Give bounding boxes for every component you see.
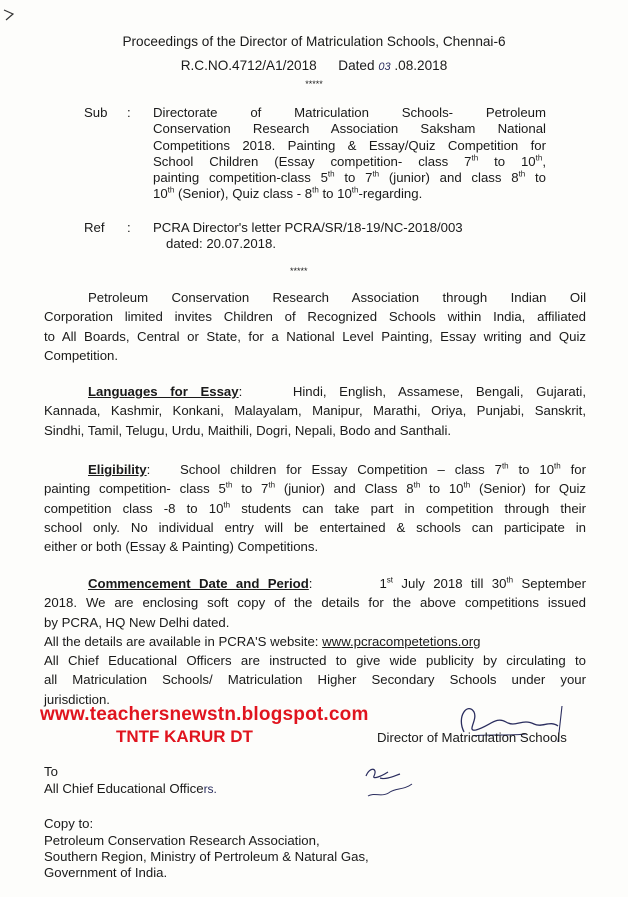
eligibility-line-3: competition class -8 to 10th students can take part in competition through their xyxy=(44,500,586,516)
copy-to-line-1: Petroleum Conservation Research Association, xyxy=(44,833,320,848)
languages-paragraph xyxy=(44,382,586,440)
dated-label: Dated xyxy=(338,58,375,73)
intro-paragraph xyxy=(44,288,586,365)
subject-text xyxy=(153,105,546,203)
recipient-handwritten-suffix: rs. xyxy=(203,782,217,796)
eligibility-heading: Eligibility xyxy=(88,462,147,477)
corner-mark-icon xyxy=(3,8,15,22)
languages-line-1: Languages for Essay: Hindi, English, Assamese, Bengali, Gujarati, xyxy=(88,384,587,399)
ref-colon: : xyxy=(127,220,131,235)
commencement-heading: Commencement Date and Period xyxy=(88,576,309,591)
dated-handwritten-day: 03 xyxy=(378,61,391,73)
sub-colon: : xyxy=(127,105,131,120)
reference-line xyxy=(0,58,628,73)
intro-line-1: Petroleum Conservation Research Association through Indian Oil xyxy=(88,290,586,305)
rc-number: R.C.NO.4712/A1/2018 xyxy=(180,58,317,73)
subject-line-3: Competitions 2018. Painting & Essay/Quiz Competition for xyxy=(153,137,546,153)
commencement-line-7: jurisdiction. xyxy=(44,691,110,707)
header-separator: ***** xyxy=(305,79,323,89)
languages-line-2: Kannada, Kashmir, Konkani, Malayalam, Manipur, Marathi, Oriya, Punjabi, Sanskrit, xyxy=(44,403,586,419)
commencement-line-3: by PCRA, HQ New Delhi dated. xyxy=(44,614,230,630)
languages-heading: Languages for Essay xyxy=(88,384,239,399)
ref-line-2: dated: 20.07.2018. xyxy=(166,236,276,251)
eligibility-line-4: school only. No individual entry will be entertained & schools can participate in xyxy=(44,519,586,535)
copy-to-label: Copy to: xyxy=(44,816,94,831)
ref-label: Ref xyxy=(84,220,105,235)
commencement-line-4: All the details are available in PCRA'S website: www.pcracompetetions.org xyxy=(44,633,481,649)
watermark-url: www.teachersnewstn.blogspot.com xyxy=(40,704,369,725)
commencement-line-6: all Matriculation Schools/ Matriculation Higher Secondary Schools under your xyxy=(44,672,586,688)
intro-line-3: to All Boards, Central or State, for a National Level Painting, Essay writing and Quiz xyxy=(44,328,586,344)
initials-signature-icon xyxy=(360,762,420,806)
copy-to-line-2: Southern Region, Ministry of Pertroleum & Natural Gas, xyxy=(44,849,369,864)
to-label: To xyxy=(44,764,58,779)
pcra-website-link[interactable]: www.pcracompetetions.org xyxy=(322,633,481,649)
languages-line-3: Sindhi, Tamil, Telugu, Urdu, Maithili, Dogri, Nepali, Bodo and Santhali. xyxy=(44,422,452,438)
subject-line-2: Conservation Research Association Saksham National xyxy=(153,121,546,137)
commencement-line-1: Commencement Date and Period: 1st July 2018 till 30th September xyxy=(88,575,586,591)
dated-month-year: .08.2018 xyxy=(394,58,448,73)
subject-line-1: Directorate of Matriculation Schools- Petroleum xyxy=(153,105,546,120)
sub-label: Sub xyxy=(84,105,108,120)
eligibility-line-5: either or both (Essay & Painting) Competitions. xyxy=(44,539,319,555)
subject-line-4: School Children (Essay competition- class 7th to 10th, xyxy=(153,153,546,169)
copy-to-line-3: Government of India. xyxy=(44,865,168,880)
intro-line-4: Competition. xyxy=(44,347,119,363)
ref-separator: ***** xyxy=(290,266,308,276)
eligibility-line-2: painting competition- class 5th to 7th (junior) and Class 8th to 10th (Senior) for Quiz xyxy=(44,480,586,497)
subject-line-5: painting competition-class 5th to 7th (junior) and class 8th to xyxy=(153,169,547,186)
intro-line-2: Corporation limited invites Children of Recognized Schools within India, affiliated xyxy=(44,309,586,325)
eligibility-paragraph xyxy=(44,460,586,556)
commencement-line-2: 2018. We are enclosing soft copy of the details for the above competitions issued xyxy=(44,595,586,611)
recipient: All Chief Educational Office xyxy=(44,781,204,796)
recipient-line xyxy=(44,781,217,796)
document-title: Proceedings of the Director of Matriculation Schools, Chennai-6 xyxy=(122,34,506,49)
eligibility-line-1: Eligibility: School children for Essay Competition – class 7th to 10th for xyxy=(88,461,586,477)
watermark-org: TNTF KARUR DT xyxy=(116,727,253,746)
commencement-line-5: All Chief Educational Officers are instructed to give wide publicity by circulating to xyxy=(44,653,586,669)
subject-line-6: 10th (Senior), Quiz class - 8th to 10th-regarding. xyxy=(153,186,423,202)
ref-line-1: PCRA Director's letter PCRA/SR/18-19/NC-2018/003 xyxy=(153,220,463,235)
commencement-paragraph xyxy=(44,574,586,709)
signatory-title: Director of Matriculation Schools xyxy=(377,730,567,745)
